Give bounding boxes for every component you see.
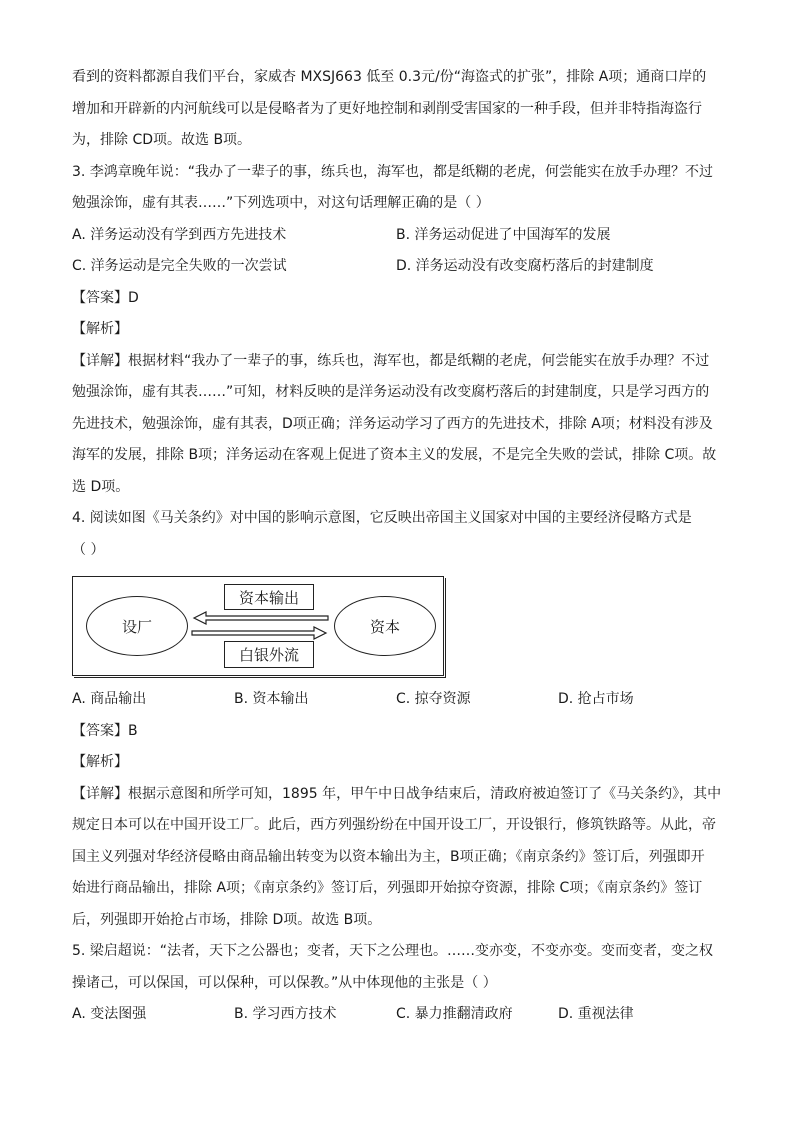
detail-line: 【详解】根据示意图和所学可知，1895 年，甲午中日战争结束后，清政府被迫签订了《马关条约》，其中: [72, 785, 722, 802]
flow-arrows: [72, 576, 444, 676]
factory-ellipse: 设厂: [86, 596, 188, 656]
options-row: [72, 251, 732, 283]
arrow-right-icon: [192, 627, 326, 639]
detail-line: 海军的发展，排除 B项；洋务运动在客观上促进了资本主义的发展，不是完全失败的尝试，排除 C项。故: [72, 447, 717, 463]
detail-line: 勉强涂饰，虚有其表……”可知，材料反映的是洋务运动没有改变腐朽落后的封建制度，只是学习西方的: [72, 384, 710, 400]
question-stem-line: 4. 阅读如图《马关条约》对中国的影响示意图，它反映出帝国主义国家对中国的主要经济侵略方式是: [72, 510, 692, 526]
detail-line: 【详解】根据材料“我办了一辈子的事，练兵也，海军也，都是纸糊的老虎，何尝能实在放手办理？不过: [72, 352, 710, 369]
question-3: [72, 157, 732, 504]
option-a: A. 商品输出: [72, 691, 147, 707]
answer-label: 【答案】D: [72, 289, 139, 306]
detail-line: 国主义列强对华经济侵略由商品输出转变为以资本输出为主，B项正确；《南京条约》签订后，列强即开: [72, 848, 705, 865]
options-row: [72, 684, 732, 716]
question-stem-line: 3. 李鸿章晚年说：“我办了一辈子的事，练兵也，海军也，都是纸糊的老虎，何尝能实在放手办理？不过: [72, 163, 714, 180]
option-c: C. 洋务运动是完全失败的一次尝试: [72, 258, 287, 274]
option-c: C. 掠夺资源: [396, 691, 471, 707]
option-a: A. 变法图强: [72, 1006, 147, 1022]
analysis-label: 【解析】: [72, 321, 128, 337]
option-a: A. 洋务运动没有学到西方先进技术: [72, 226, 287, 243]
intro-paragraph: [72, 62, 732, 157]
options-row: [72, 220, 732, 252]
question-stem-line: 操诸己，可以保国，可以保种，可以保教。”从中体现他的主张是（ ）: [72, 974, 497, 991]
detail-line: 始进行商品输出，排除 A项；《南京条约》签订后，列强即开始掠夺资源，排除 C项；《南京条约》签订: [72, 880, 703, 896]
question-stem-line: 5. 梁启超说：“法者，天下之公器也；变者，天下之公理也。……变亦变，不变亦变。变而变者，变之权: [72, 943, 714, 959]
option-d: D. 重视法律: [558, 1006, 634, 1022]
treaty-diagram: [72, 576, 444, 676]
arrow-left-icon: [194, 612, 328, 624]
detail-line: 规定日本可以在中国开设工厂。此后，西方列强纷纷在中国开设工厂，开设银行，修筑铁路等。从此，帝: [72, 817, 716, 833]
question-stem-line: （ ）: [72, 541, 105, 558]
capital-ellipse: 资本: [334, 596, 436, 656]
detail-line: 选 D项。: [72, 478, 130, 495]
analysis-label: 【解析】: [72, 754, 128, 770]
detail-line: 先进技术，勉强涂饰，虚有其表，D项正确；洋务运动学习了西方的先进技术，排除 A项；材料没有涉及: [72, 415, 713, 432]
option-b: B. 学习西方技术: [234, 1006, 337, 1022]
question-4: [72, 503, 732, 936]
option-d: D. 抢占市场: [558, 691, 634, 707]
intro-line: 为，排除 CD项。故选 B项。: [72, 132, 252, 148]
question-5: [72, 936, 732, 1031]
capital-export-label: 资本输出: [224, 584, 314, 610]
option-b: B. 资本输出: [234, 691, 309, 707]
intro-line: 看到的资料都源自我们平台，家威杏 MXSJ663 低至 0.3元/份“海盗式的扩张”，排除 A项；通商口岸的: [72, 69, 707, 85]
silver-outflow-label: 白银外流: [224, 641, 314, 668]
document-page: [72, 62, 732, 1031]
intro-line: 增加和开辟新的内河航线可以是侵略者为了更好地控制和剥削受害国家的一种手段，但并非特指海盗行: [72, 100, 702, 117]
answer-label: 【答案】B: [72, 722, 138, 739]
option-b: B. 洋务运动促进了中国海军的发展: [396, 226, 611, 243]
question-stem-line: 勉强涂饰，虚有其表……”下列选项中，对这句话理解正确的是（ ）: [72, 195, 490, 211]
option-d: D. 洋务运动没有改变腐朽落后的封建制度: [396, 258, 654, 274]
option-c: C. 暴力推翻清政府: [396, 1006, 513, 1022]
options-row: [72, 999, 732, 1031]
detail-line: 后，列强即开始抢占市场，排除 D项。故选 B项。: [72, 911, 382, 928]
